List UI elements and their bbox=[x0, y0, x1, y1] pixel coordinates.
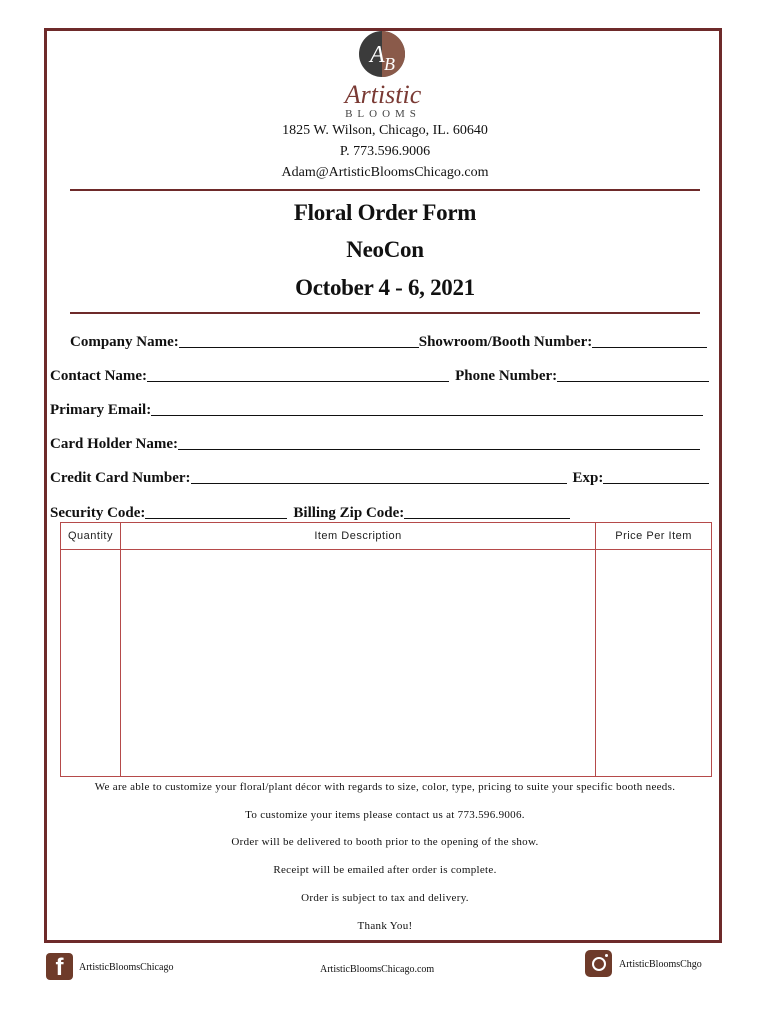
facebook-handle[interactable]: ArtisticBloomsChicago bbox=[79, 962, 174, 973]
card-holder-label: Card Holder Name: bbox=[50, 436, 179, 452]
note-receipt: Receipt will be emailed after order is complete. bbox=[273, 864, 497, 876]
note-customize: We are able to customize your floral/plant décor with regards to size, color, type, pricing to suite your specific booth needs. bbox=[94, 781, 676, 793]
company-line[interactable] bbox=[179, 346, 419, 348]
artistic-blooms-logo bbox=[318, 30, 448, 120]
svg-text:A: A bbox=[370, 42, 385, 68]
phone: P. 773.596.9006 bbox=[339, 144, 431, 159]
order-items-table bbox=[60, 522, 712, 777]
company-label: Company Name: bbox=[70, 334, 179, 350]
divider-top bbox=[70, 189, 700, 191]
item-description-cell[interactable] bbox=[120, 550, 595, 777]
svg-text:B: B bbox=[384, 54, 395, 74]
email-label: Primary Email: bbox=[50, 402, 152, 418]
form-title: Floral Order Form bbox=[293, 200, 477, 225]
website-link[interactable]: ArtisticBloomsChicago.com bbox=[320, 964, 435, 975]
email-field[interactable] bbox=[50, 402, 703, 419]
security-field[interactable] bbox=[50, 505, 570, 522]
card-holder-line[interactable] bbox=[178, 448, 700, 450]
showroom-label: Showroom/Booth Number: bbox=[418, 334, 593, 350]
quantity-header: Quantity bbox=[61, 523, 121, 550]
table-row[interactable] bbox=[61, 550, 712, 777]
contact-line[interactable] bbox=[147, 380, 449, 382]
email: Adam@ArtisticBloomsChicago.com bbox=[281, 165, 489, 180]
phone-line[interactable] bbox=[557, 380, 709, 382]
facebook-icon[interactable]: f bbox=[46, 953, 73, 980]
table-header-row bbox=[61, 523, 712, 550]
billing-zip-line[interactable] bbox=[404, 517, 570, 519]
note-tax: Order is subject to tax and delivery. bbox=[301, 892, 469, 904]
item-description-header: Item Description bbox=[120, 523, 595, 550]
event-name: NeoCon bbox=[346, 237, 424, 262]
phone-label: Phone Number: bbox=[455, 368, 558, 384]
address: 1825 W. Wilson, Chicago, IL. 60640 bbox=[282, 123, 488, 138]
card-holder-field[interactable] bbox=[50, 436, 700, 453]
security-label: Security Code: bbox=[50, 505, 146, 521]
event-dates: October 4 - 6, 2021 bbox=[295, 275, 475, 300]
instagram-handle[interactable]: ArtisticBloomsChgo bbox=[619, 959, 702, 970]
exp-line[interactable] bbox=[603, 482, 709, 484]
note-thanks: Thank You! bbox=[357, 920, 413, 932]
card-number-label: Credit Card Number: bbox=[50, 470, 191, 486]
contact-label: Contact Name: bbox=[50, 368, 148, 384]
divider-bottom bbox=[70, 312, 700, 314]
price-per-item-header: Price Per Item bbox=[596, 523, 712, 550]
email-line[interactable] bbox=[151, 414, 703, 416]
company-field[interactable] bbox=[70, 334, 707, 351]
note-contact: To customize your items please contact us at 773.596.9006. bbox=[245, 809, 525, 821]
contact-field[interactable] bbox=[50, 368, 709, 385]
svg-text:Artistic: Artistic bbox=[344, 80, 422, 109]
exp-label: Exp: bbox=[572, 470, 604, 486]
card-number-field[interactable] bbox=[50, 470, 709, 487]
note-delivery: Order will be delivered to booth prior to the opening of the show. bbox=[231, 836, 539, 848]
security-line[interactable] bbox=[145, 517, 287, 519]
svg-text:BLOOMS: BLOOMS bbox=[345, 108, 421, 120]
showroom-line[interactable] bbox=[592, 346, 707, 348]
instagram-icon[interactable] bbox=[585, 950, 612, 977]
card-number-line[interactable] bbox=[191, 482, 567, 484]
billing-zip-label: Billing Zip Code: bbox=[293, 505, 405, 521]
price-cell[interactable] bbox=[596, 550, 712, 777]
quantity-cell[interactable] bbox=[61, 550, 121, 777]
